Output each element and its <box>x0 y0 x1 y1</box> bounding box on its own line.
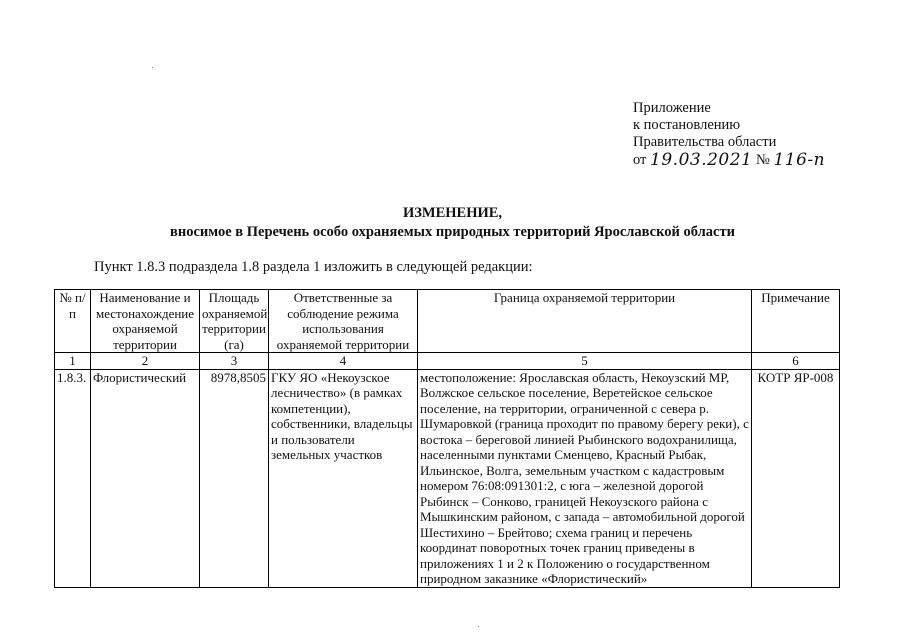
handwritten-number: 116-п <box>773 150 826 170</box>
protected-areas-table <box>54 289 840 588</box>
date-prefix: от <box>633 152 647 168</box>
row-note: КОТР ЯР-008 <box>752 369 840 587</box>
appendix-line-3: Правительства области <box>633 134 777 150</box>
column-number: 5 <box>418 353 752 370</box>
row-name: Флористический <box>91 369 200 587</box>
header-area: Площадь охраняемой территории (га) <box>200 290 269 353</box>
column-number: 6 <box>752 353 840 370</box>
row-area: 8978,8505 <box>200 369 269 587</box>
appendix-line-2: к постановлению <box>633 117 741 133</box>
scan-speck <box>152 67 153 68</box>
column-number: 2 <box>91 353 200 370</box>
header-name: Наименование и местонахождение охраняемой территории <box>91 290 200 353</box>
handwritten-date: 19.03.2021 <box>650 150 753 170</box>
appendix-block <box>633 100 825 169</box>
column-number: 1 <box>55 353 91 370</box>
number-prefix: № <box>756 152 770 168</box>
column-number: 4 <box>269 353 418 370</box>
column-number-row <box>55 353 840 370</box>
header-note: Примечание <box>752 290 840 353</box>
scan-speck <box>478 626 479 627</box>
intro-paragraph: Пункт 1.8.3 подраздела 1.8 раздела 1 изложить в следующей редакции: <box>94 259 533 275</box>
header-number: № п/п <box>55 290 91 353</box>
row-responsible: ГКУ ЯО «Некоузское лесничество» (в рамках компетенции), собственники, владельцы и пользователи земельных участков <box>269 369 418 587</box>
row-number: 1.8.3. <box>55 369 91 587</box>
header-boundary: Граница охраняемой территории <box>418 290 752 353</box>
header-responsible: Ответственные за соблюдение режима использования охраняемой территории <box>269 290 418 353</box>
row-boundary: местоположение: Ярославская область, Некоузский МР, Волжское сельское поселение, Веретейское сельское поселение, на территории, ограниченной с севера р. Шумаровкой (граница проходит по правому берегу реки), с востока – береговой линией Рыбинского водохранилища, населенными пунктами Сменцево, Красный Рыбак, Ильинское, Волга, земельным участком с кадастровым номером 76:08:091301:2, с юга – железной дорогой Рыбинск – Сонково, границей Некоузского района с Мышкинским районом, с запада – автомобильной дорогой Шестихино – Брейтово; схема границ и перечень координат поворотных точек границ приведены в приложениях 1 и 2 к Положению о государственном природном заказнике «Флористический» <box>418 369 752 587</box>
appendix-line-1: Приложение <box>633 100 711 116</box>
document-heading: ИЗМЕНЕНИЕ, <box>402 205 503 221</box>
document-subheading: вносимое в Перечень особо охраняемых природных территорий Ярославской области <box>170 224 735 240</box>
header-row <box>55 290 840 353</box>
table-row <box>55 369 840 587</box>
column-number: 3 <box>200 353 269 370</box>
appendix-date-line <box>633 151 825 169</box>
